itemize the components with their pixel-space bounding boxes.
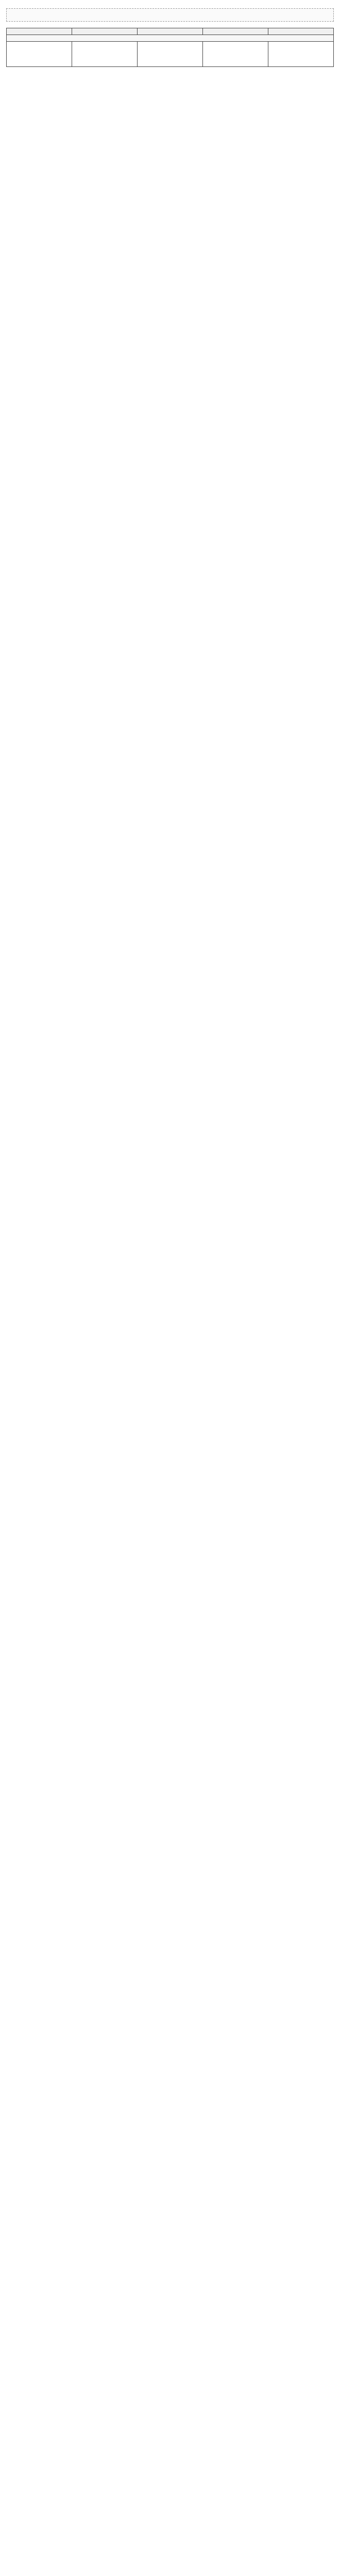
header-cell-3 <box>138 28 203 35</box>
row-number <box>7 42 72 67</box>
table-row <box>7 42 334 67</box>
section-title-row <box>7 35 334 42</box>
header-cell-2 <box>72 28 138 35</box>
row-address <box>203 42 268 67</box>
row-note <box>268 42 334 67</box>
record-table <box>6 28 334 67</box>
notice <box>6 8 334 22</box>
header-row <box>7 28 334 35</box>
section-title <box>7 35 334 42</box>
table-header <box>7 28 334 35</box>
row-unit <box>138 42 203 67</box>
row-name <box>72 42 138 67</box>
header-cell-4 <box>203 28 268 35</box>
header-cell-5 <box>268 28 334 35</box>
header-cell-1 <box>7 28 72 35</box>
table-body <box>7 35 334 67</box>
